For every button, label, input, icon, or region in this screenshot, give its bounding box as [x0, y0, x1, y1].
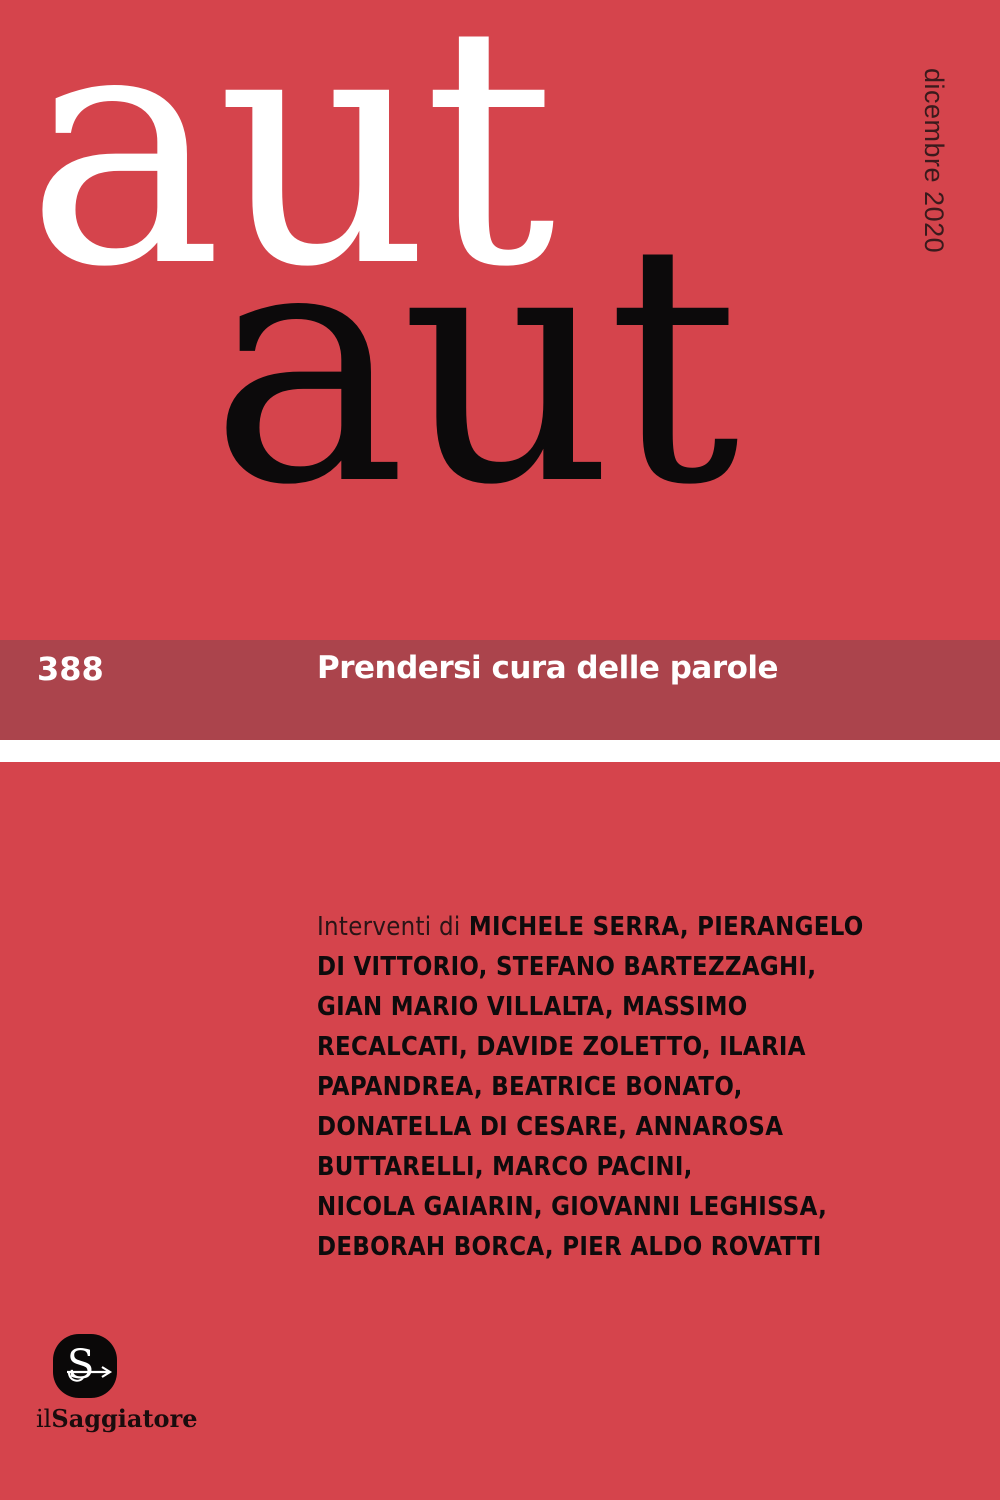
white-divider-stripe — [0, 740, 1000, 762]
svg-text:S: S — [67, 1342, 95, 1388]
publisher-brand: Saggiatore — [51, 1404, 198, 1433]
s-arrow-logo-icon — [53, 1334, 117, 1398]
contributors-line: DI VITTORIO, STEFANO BARTEZZAGHI, — [317, 952, 817, 982]
contributors-line: BUTTARELLI, MARCO PACINI, — [317, 1152, 693, 1182]
issue-title: Prendersi cura delle parole — [317, 650, 779, 686]
contributors-line: PAPANDREA, BEATRICE BONATO, — [317, 1072, 743, 1102]
issue-date: dicembre 2020 — [919, 68, 949, 254]
contributors-lead: Interventi di — [317, 912, 461, 942]
contributors-line: DONATELLA DI CESARE, ANNAROSA — [317, 1112, 784, 1142]
contributors-line — [317, 907, 957, 947]
contributors-list — [317, 907, 957, 1267]
contributors-line: DEBORAH BORCA, PIER ALDO ROVATTI — [317, 1232, 822, 1262]
publisher-name — [36, 1404, 197, 1433]
masthead-aut-black: aut — [210, 173, 734, 557]
issue-band — [0, 640, 1000, 740]
publisher-prefix: il — [36, 1405, 52, 1433]
contributors-names: MICHELE SERRA, PIERANGELO — [468, 912, 864, 942]
contributors-line: GIAN MARIO VILLALTA, MASSIMO — [317, 992, 748, 1022]
masthead-aut-white: aut — [26, 0, 550, 339]
contributors-line: NICOLA GAIARIN, GIOVANNI LEGHISSA, — [317, 1192, 828, 1222]
issue-number: 388 — [37, 650, 104, 688]
contributors-line: RECALCATI, DAVIDE ZOLETTO, ILARIA — [317, 1032, 806, 1062]
